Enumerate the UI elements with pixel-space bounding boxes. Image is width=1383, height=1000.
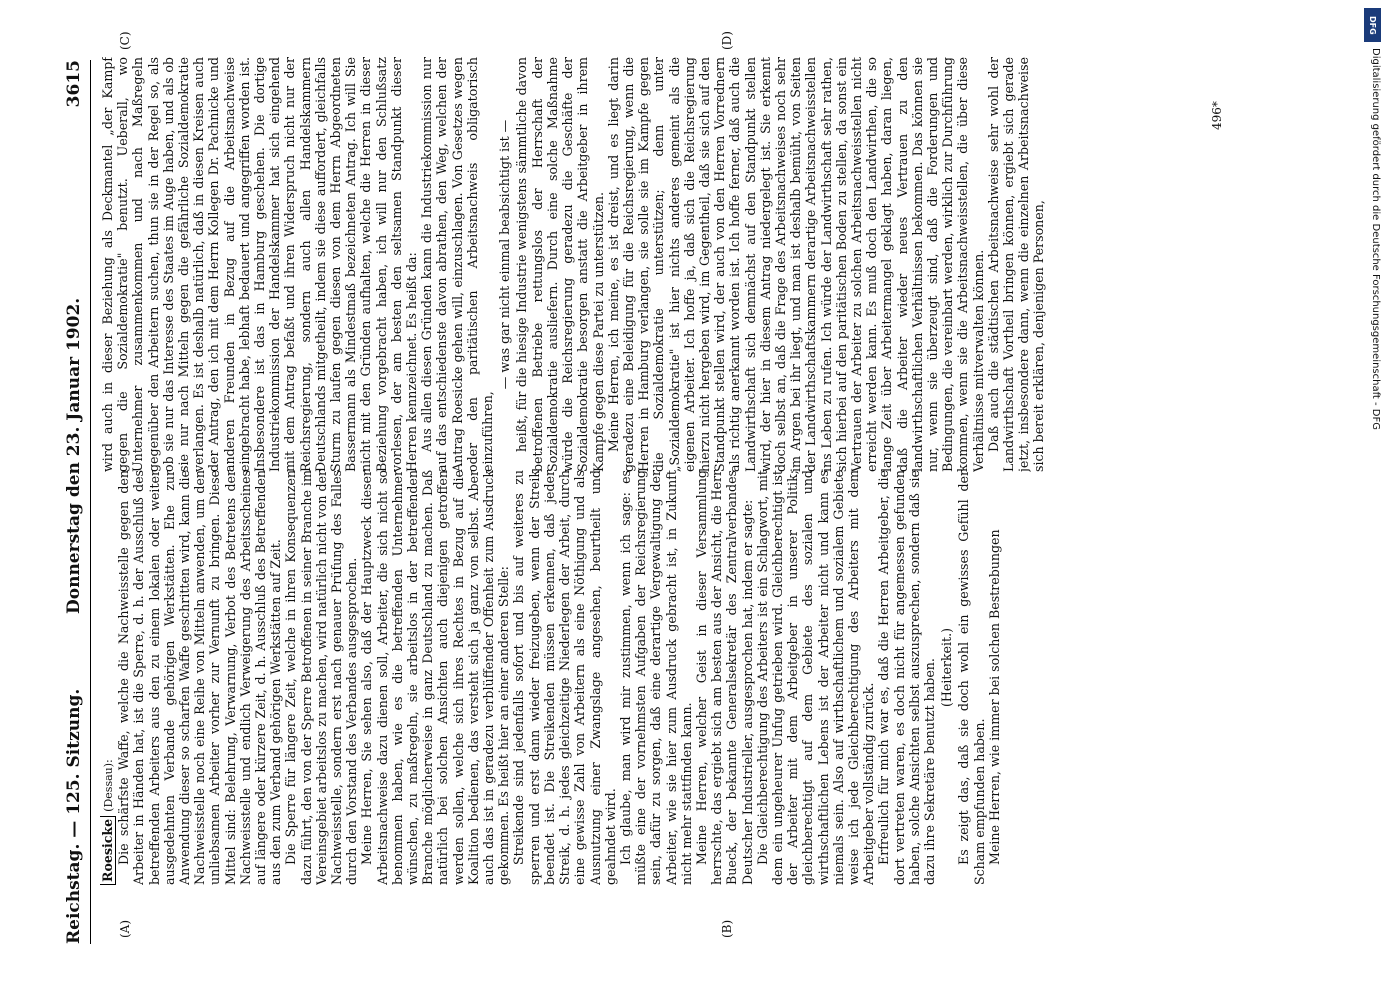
quote-paragraph: Aus allen diesen Gründen kann die Industriekommission nur auf das entschiedenste davon abrathen, den Weg, welchen der Antrag Roesicke gehen will, einzuschlagen. Von Gesetzes wegen oder den paritätischen Arbeitsnachweis obligatorisch einzuführen, [419,57,496,472]
paragraph: Meine Herren, wie immer bei solchen Bestrebungen [986,529,1002,865]
dfg-logo: DFG [1364,8,1381,42]
margin-marker-d: (D) [720,31,734,50]
paragraph: Die Sperre für längere Zeit, welche in ihren Konsequenzen dazu führt, den von der Sperre Betroffenen in seiner Branche im Vereinsgebiet arbeitslos zu machen, wird natürlich nicht von der Nachweisstelle, sondern erst nach genauer Prüfung des Falles durch den Vorstand des Verbandes ausgesprochen. [283,470,360,885]
paragraph: Meine Herren, Sie sehen also, daß der Hauptzweck dieser Arbeitsnachweise dazu dienen soll, Arbeiter, die sich nicht so benommen haben, wie es die betreffenden Unternehmer wünschen, zu maßregeln, sie arbeitslos in der betreffenden Branche möglicherweise in ganz Deutschland zu machen. Daß natürlich bei solchen Ansichten auch diejenigen getroffen werden sollen, welche sich ihres Rechtes in Bezug auf die Koalition bedienen, das versteht sich ja ganz von selbst. Aber auch das ist in geradezu verblüffender Offenheit zum Ausdruck gekommen. Es heißt hier an einer anderen Stelle: [359,470,512,885]
header-left: Reichstag. — 125. Sitzung. [64,688,84,944]
quote-paragraph: Die Gleichberechtigung des Arbeiters ist ein Schlagwort, mit dem ein ungeheurer Unfug getrieben wird. Gleichberechtigt ist der Arbeiter mit dem Arbeitgeber in unserer Politik; gleichberechtigt auf dem Gebiete des sozialen und wirthschaftlichen Lebens ist der Arbeiter nicht und kann es niemals sein. Also auf wirthschaftlichem und sozialem Gebiete weise ich jede Gleichberechtigung des Arbeiters mit dem Arbeitgeber vollständig zurück. [754,470,877,885]
quote-paragraph: Streikende sind jedenfalls sofort und bis auf weiteres zu sperren und erst dann wieder freizugeben, wenn der Streik beendet ist. Die Streikenden müssen erkennen, daß jeder Streik, d. h. jedes gleichzeitige Niederlegen der Arbeit, durch eine gewisse Zahl von Arbeitern als eine Nöthigung und als Ausnutzung einer Zwangslage angesehen, beurtheilt und geahndet wird. [511,470,618,885]
paragraph: Erfreulich für mich war es, daß die Herren Arbeitgeber, die dort vertreten waren, es doch nicht für angemessen gefunden haben, solche Ansichten selbst auszusprechen, sondern daß sie dazu ihre Sekretäre benutzt haben. [876,470,937,885]
paragraph: Es zeigt das, daß sie doch wohl ein gewisses Gefühl der Scham empfunden haben. [956,470,987,885]
page-number: 3615 [64,60,84,108]
paragraph: wird auch in dieser Beziehung als Deckmantel „der Kampf gegen die Sozialdemokratie" benutzt. Ueberall, wo Unternehmer zusammenkommen und nach Maßregeln gegenüber den Arbeitern suchen, thun sie in der Regel so, als ob sie nur das Interesse des Staates im Auge haben, und als ob sie nur nach Mitteln gegen die gefährliche Sozialdemokratie verlangen. Es ist deshalb natürlich, daß in diesen Kreisen auch der Antrag, den ich mit dem Herrn Kollegen Dr. Pachnicke und anderen Freunden in Bezug auf die Arbeitsnachweise eingebracht habe, lebhaft bedauert und angegriffen worden ist. Insbesondere ist das in Hamburg geschehen. Die dortige Industriekommission der Handelskammer hat sich eingehend mit dem Antrag befaßt und ihren Widerspruch nicht nur der Reichsregierung, sondern auch allen Handelskammern Deutschlands mitgetheilt, indem sie diese auffordert, gleichfalls Sturm zu laufen gegen diesen von dem Herrn Abgeordneten Bassermann als Mindestmaß bezeichneten Antrag. Ich will Sie nicht mit den Gründen aufhalten, welche die Herren in dieser Beziehung vorgebracht haben, ich will nur den Schlußsatz vorlesen, der am besten den seltsamen Standpunkt dieser Herren kennzeichnet. Es heißt da: [100,57,420,472]
interjection: — was gar nicht einmal beabsichtigt ist — [497,119,513,390]
margin-marker-a: (A) [118,919,132,938]
right-column [100,57,1345,472]
quote-paragraph: heißt, für die hiesige Industrie wenigstens sämmtliche davon betroffenen Betriebe rettungslos der Herrschaft der Sozialdemokratie ausliefern. Durch eine solche Maßnahme würde die Reichsregierung geradezu die Geschäfte der Sozialdemokratie besorgen anstatt die Arbeitgeber in ihrem Kampfe gegen diese Partei zu unterstützen. [514,57,606,472]
header-date: Donnerstag den 23. Januar 1902. [64,297,84,614]
paragraph: Ich glaube, man wird mir zustimmen, wenn ich sage: es müßte eine der vornehmsten Aufgaben der Reichsregierung sein, dafür zu sorgen, daß eine derartige Vergewaltigung der Arbeiter, wie sie hier zum Ausdruck gebracht ist, in Zukunft nicht mehr stattfinden kann. [617,470,694,885]
paragraph: Meine Herren, ich meine, es ist dreist, und es liegt darin geradezu eine Beleidigung für die Reichsregierung, wenn die Herren in Hamburg verlangen, sie solle sie im Kampfe gegen die Sozialdemokratie unterstützen; denn unter „Sozialdemokratie" ist hier nichts anderes gemeint als die eigenen Arbeiter. Ich hoffe ja, daß sich die Reichsregierung hierzu nicht hergeben wird, im Gegentheil, daß sie sich auf den Standpunkt stellen wird, der auch von den Herren Vorrednern als richtig anerkannt worden ist. Ich hoffe ferner, daß auch die Landwirthschaft sich demnächst auf den Standpunkt stellen wird, der hier in diesem Antrag niedergelegt ist. Sie erkennt doch selbst an, daß die Frage des Arbeitsnachweises noch sehr im Argen bei ihr liegt, und man ist deshalb bemüht, von Seiten der Landwirthschaftskammern derartige Arbeitsnachweisstellen ins Leben zu rufen. Ich würde der Landwirthschaft sehr rathen, sich hierbei auf den paritätischen Boden zu stellen, da sonst ein Vertrauen der Arbeiter zu solchen Arbeitsnachweisstellen nicht erreicht werden kann. Es muß doch den Landwirthen, die so lange Zeit über Arbeitermangel geklagt haben, daran liegen, daß die Arbeiter wieder neues Vertrauen zu den landwirthschaftlichen Verhältnissen bekommen. Das können sie nur, wenn sie überzeugt sind, daß die Forderungen und Bedingungen, die vereinbart werden, wirklich zur Durchführung kommen, wenn sie die Arbeitsnachweisstellen, die über diese Verhältnisse mitverwalten können. [605,57,986,472]
paragraph: Meine Herren, welcher Geist in dieser Versammlung herrschte, das ergiebt sich am besten aus der Ansicht, die Herr Bueck, der bekannte Generalsekretär des Zentralverbandes Deutscher Industrieller, ausgesprochen hat, indem er sagte: [693,470,755,885]
left-column [100,470,1345,885]
running-header [56,60,91,944]
speaker-name: Roesicke [100,816,116,885]
sheet-signature: 496* [1210,101,1224,130]
digitization-strip [1362,0,1383,1000]
speaker-line [100,470,116,885]
margin-marker-c: (C) [118,31,132,50]
interjection: (Heiterkeit.) [939,628,955,707]
speaker-note: (Dessau): [102,759,115,812]
margin-marker-b: (B) [720,919,734,938]
paragraph: Daß auch die städtischen Arbeitsnachweise sehr wohl der Landwirthschaft Vortheil bringen können, ergiebt sich gerade jetzt, insbesondere dann, wenn die einzelnen Arbeitsnachweise sich bereit erklären, denjenigen Personen, [985,57,1047,472]
paragraph: Die schärfste Waffe, welche die Nachweisstelle gegen den Arbeiter in Händen hat, ist die Sperre, d. h. der Ausschluß des betreffenden Arbeiters aus den zu einem lokalen oder weiter ausgedehnten Verbande gehörigen Werkstätten. Ehe zur Anwendung dieser so scharfen Waffe geschritten wird, kann die Nachweisstelle noch eine Reihe von Mitteln anwenden, um den unliebsamen Arbeiter vorher zur Vernunft zu bringen. Diese Mittel sind: Belehrung, Verwarnung, Verbot des Betretens der Nachweisstelle und endlich Verweigerung des Arbeitsscheines auf längere oder kürzere Zeit, d. h. Ausschluß des Betreffenden aus den zum Verband gehörigen Werkstätten auf Zeit. [116,470,284,885]
funding-credit: Digitalisierung gefördert durch die Deutsche Forschungsgemeinschaft - DFG [1370,48,1381,431]
